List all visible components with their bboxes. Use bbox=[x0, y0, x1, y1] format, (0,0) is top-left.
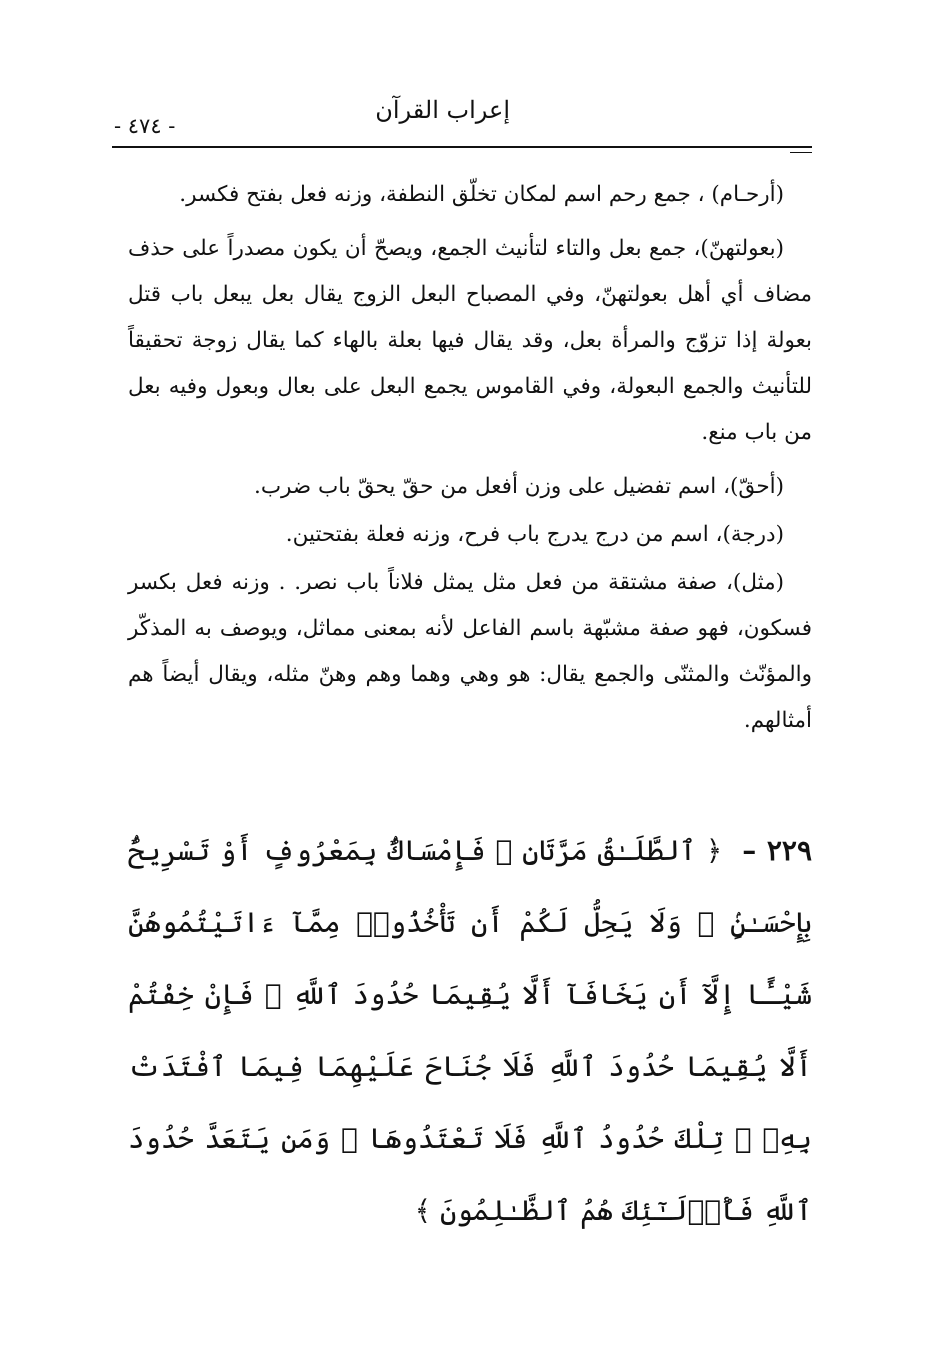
paragraph-daraja: (درجة)، اسم من درج يدرج باب فرح، وزنه فعلة بفتحتين. bbox=[285, 522, 784, 547]
quran-verse bbox=[128, 815, 812, 1247]
paragraph-buulatihinna: (بعولتهنّ)، جمع بعل والتاء لتأنيث الجمع، ويصحّ أن يكون مصدراً على حذف مضاف أي أهل بعولتهنّ، وفي المصباح البعل الزوج يقال بعل يبعل باب قتل بعولة إذا تزوّج والمرأة بعل، وقد يقال فيها بعلة بالهاء كما يقال زوجة تحقيقاً للتأنيث والجمع البعولة، وفي القاموس يجمع البعل على بعال وبعول وفيه بعل من باب منع. bbox=[128, 236, 812, 445]
header-divider bbox=[112, 146, 812, 148]
header-divider-short bbox=[790, 152, 812, 153]
verse-number: ٢٢٩ – bbox=[742, 834, 813, 867]
verse-text: ﴿ ٱلطَّلَـٰقُ مَرَّتَانِ ۖ فَإِمْسَاكٌۢ بِمَعْرُوفٍ أَوْ تَسْرِيحٌۢ بِإِحْسَـٰنٍۢ ۗ وَلَا يَحِلُّ لَكُمْ أَن تَأْخُذُوا۟ مِمَّآ ءَاتَيْتُمُوهُنَّ شَيْـًٔا إِلَّآ أَن يَخَافَآ أَلَّا يُقِيمَا حُدُودَ ٱللَّهِ ۖ فَإِنْ خِفْتُمْ أَلَّا يُقِيمَا حُدُودَ ٱللَّهِ فَلَا جُنَاحَ عَلَيْهِمَا فِيمَا ٱفْتَدَتْ بِهِۦ ۗ تِلْكَ حُدُودُ ٱللَّهِ فَلَا تَعْتَدُوهَا ۚ وَمَن يَتَعَدَّ حُدُودَ ٱللَّهِ فَأُو۟لَـٰٓئِكَ هُمُ ٱلظَّـٰلِمُونَ ﴾ bbox=[128, 834, 812, 1227]
paragraph-mithl: (مثل)، صفة مشتقة من فعل مثل يمثل فلاناً باب نصر. . وزنه فعل بكسر فسكون، فهو صفة مشبّهة باسم الفاعل لأنه بمعنى مماثل، ويوصف به المذكّر والمؤنّث والمثنّى والجمع يقال: هو وهي وهما وهم وهنّ مثله، ويقال أيضاً هم أمثالهم. bbox=[128, 570, 812, 733]
book-title: إعراب القرآن bbox=[375, 96, 510, 124]
paragraph-arham: (أرحـام) ، جمع رحم اسم لمكان تخلّق النطفة، وزنه فعل بفتح فكسر. bbox=[179, 182, 784, 207]
paragraph-ahaqq: (أحقّ)، اسم تفضيل على وزن أفعل من حقّ يحقّ باب ضرب. bbox=[253, 474, 784, 499]
page-header bbox=[110, 88, 810, 148]
commentary-text bbox=[128, 172, 812, 752]
page-number: - ٤٧٤ - bbox=[114, 114, 176, 138]
